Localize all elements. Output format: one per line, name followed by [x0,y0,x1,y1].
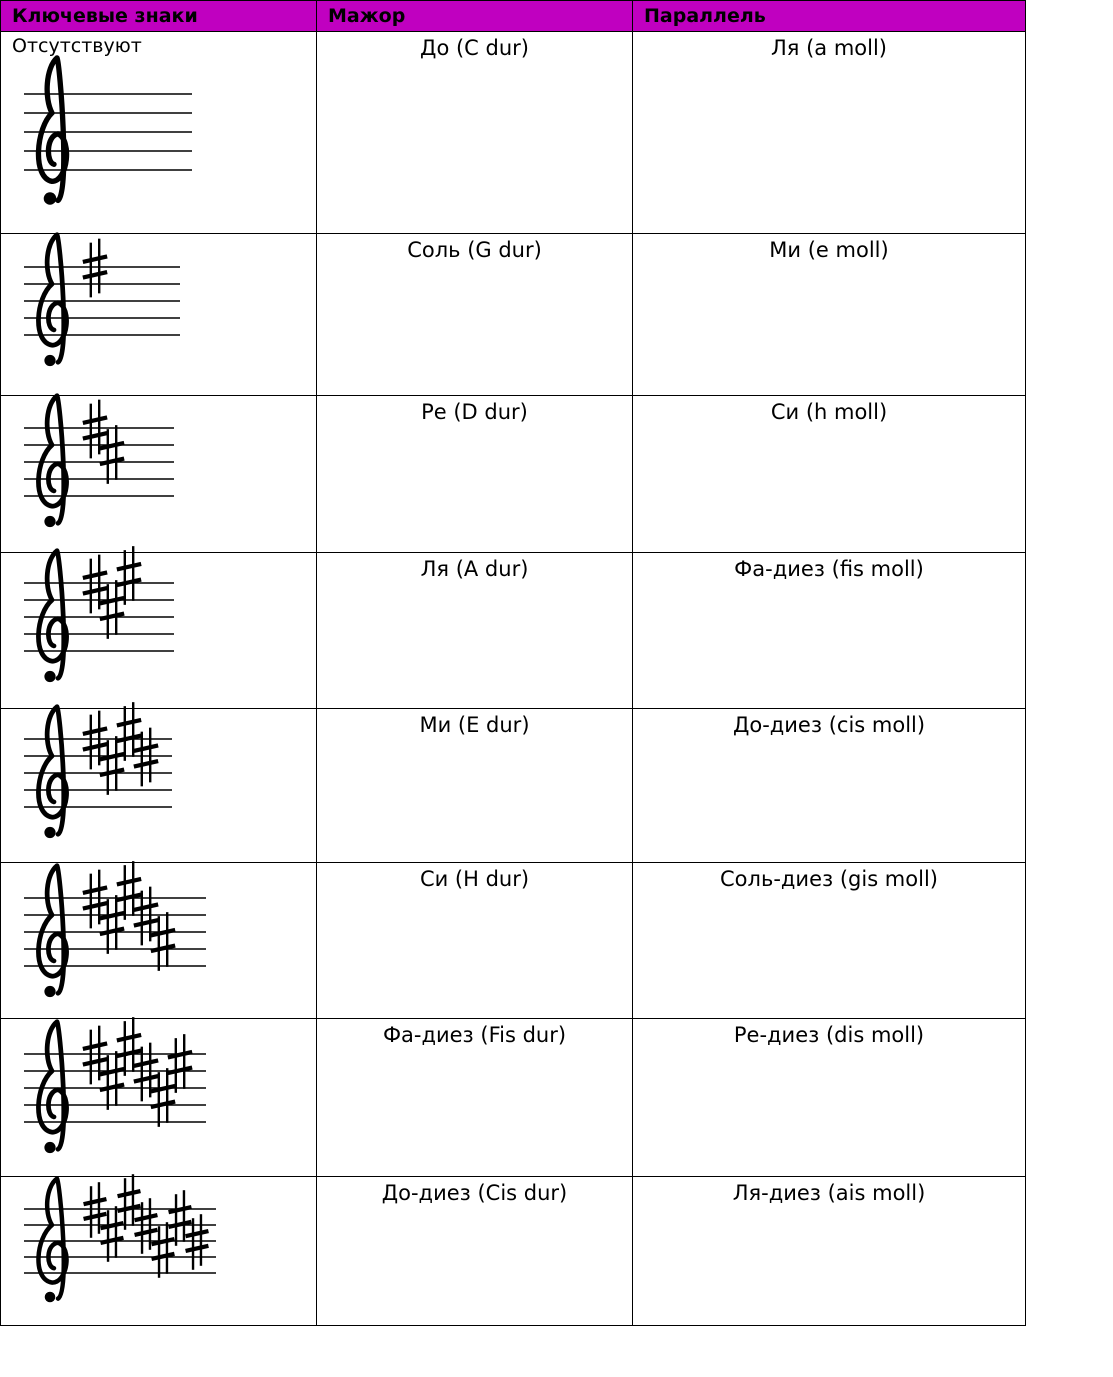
key-signature-cell [1,709,317,863]
parallel-minor-cell: Ля (a moll) [633,32,1026,234]
no-key-signs-label: Отсутствуют [12,35,142,57]
parallel-minor-cell: Ре-диез (dis moll) [633,1019,1026,1177]
major-key-cell: Ре (D dur) [317,396,633,553]
sharp-icon [83,239,107,298]
sharp-icon [168,1034,192,1093]
major-key-cell: Фа-диез (Fis dur) [317,1019,633,1177]
major-key-cell: До (C dur) [317,32,633,234]
major-key-cell: Си (H dur) [317,863,633,1019]
parallel-minor-cell: Ля-диез (ais moll) [633,1177,1026,1326]
staff-7 [1,1177,317,1326]
staff-3 [1,553,317,709]
staff-5 [1,863,317,1019]
table-row [1,1019,1026,1177]
parallel-minor-cell: До-диез (cis moll) [633,709,1026,863]
parallel-minor-cell: Си (h moll) [633,396,1026,553]
major-key-cell: Ми (E dur) [317,709,633,863]
sharp-icon [117,546,141,605]
key-signature-cell [1,1177,317,1326]
table-row [1,863,1026,1019]
header-major: Мажор [317,1,633,32]
major-key-cell: Соль (G dur) [317,234,633,396]
staff-0 [1,32,317,234]
table-row [1,234,1026,396]
key-signature-cell [1,863,317,1019]
staff-2 [1,396,317,553]
key-signature-cell [1,234,317,396]
table-row [1,709,1026,863]
table-row [1,32,1026,234]
staff-1 [1,234,317,396]
key-signature-cell [1,32,317,234]
key-signature-cell [1,396,317,553]
table-row [1,553,1026,709]
header-parallel: Параллель [633,1,1026,32]
parallel-minor-cell: Фа-диез (fis moll) [633,553,1026,709]
key-signature-cell [1,553,317,709]
major-key-cell: До-диез (Cis dur) [317,1177,633,1326]
key-signature-cell [1,1019,317,1177]
header-key-signs: Ключевые знаки [1,1,317,32]
parallel-minor-cell: Ми (e moll) [633,234,1026,396]
staff-6 [1,1019,317,1177]
table-row [1,396,1026,553]
parallel-minor-cell: Соль-диез (gis moll) [633,863,1026,1019]
table-row [1,1177,1026,1326]
staff-4 [1,709,317,863]
major-key-cell: Ля (A dur) [317,553,633,709]
header-row [1,1,1026,32]
